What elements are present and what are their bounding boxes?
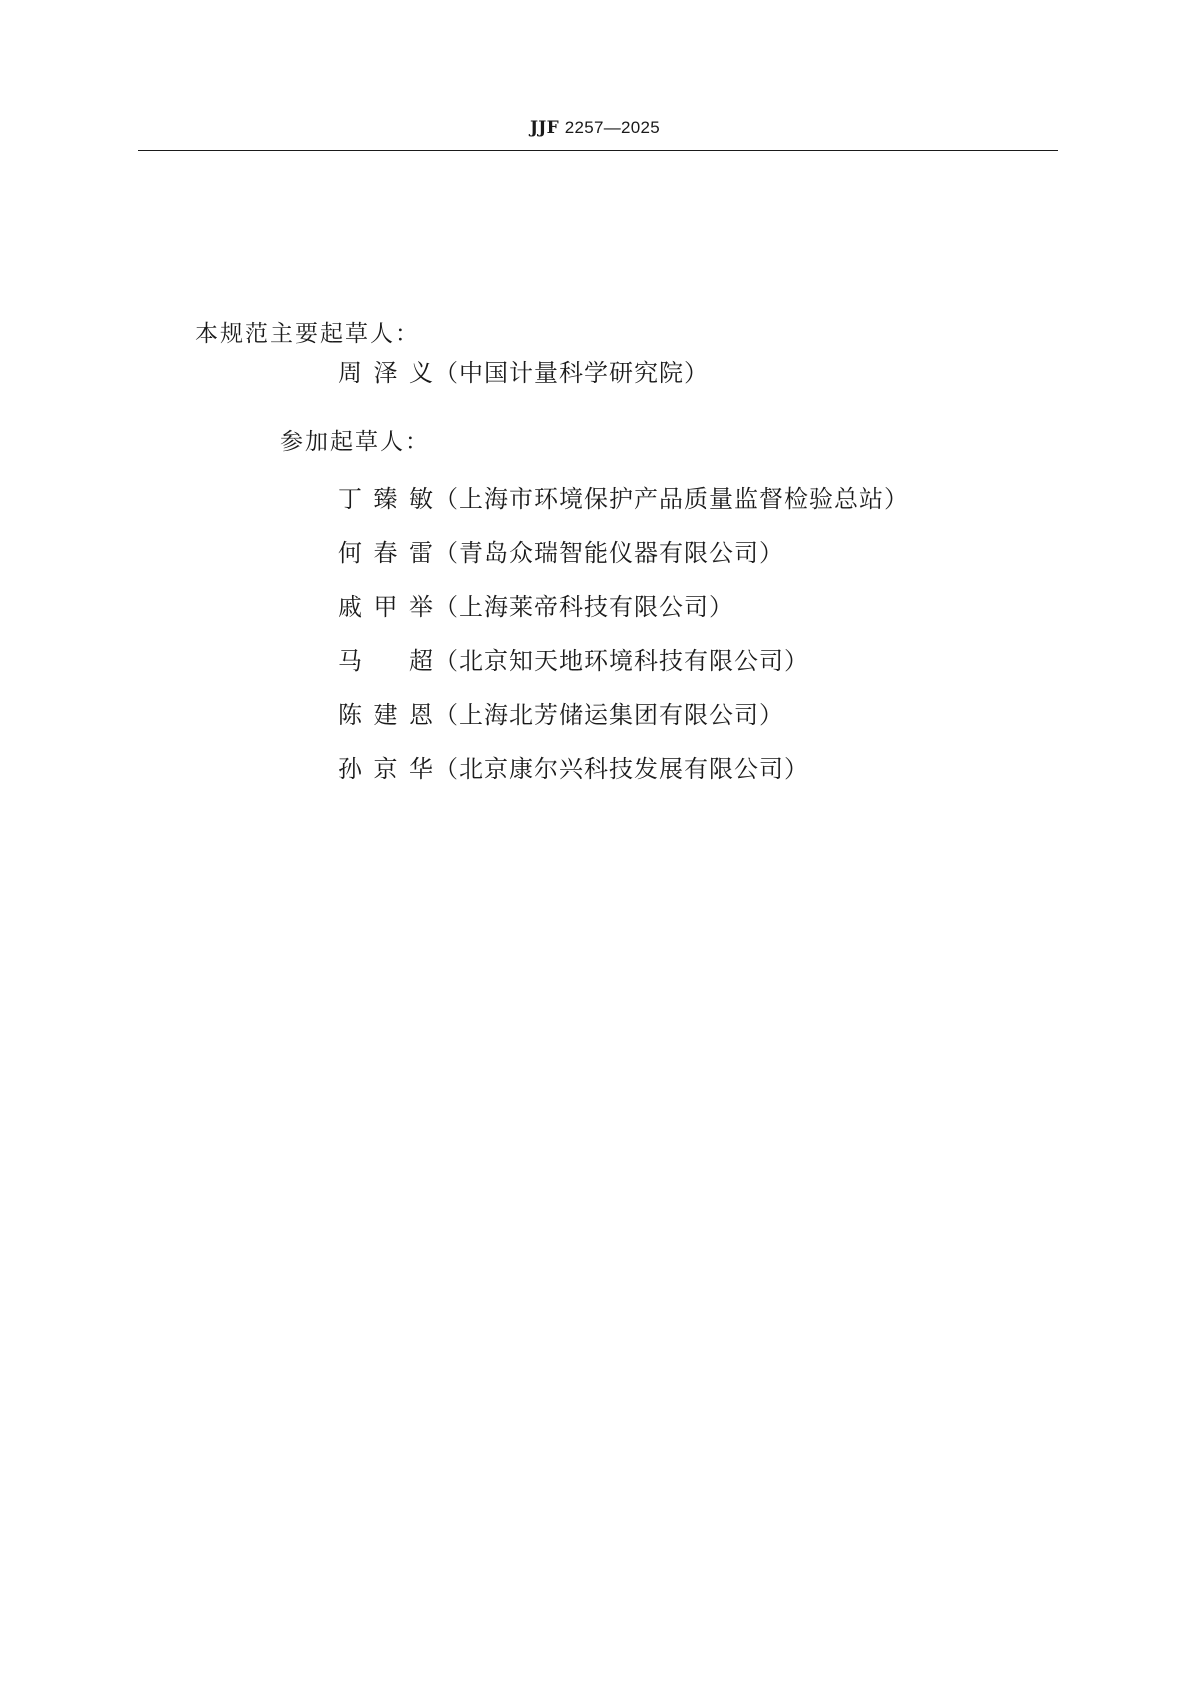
drafter-name: 陈建恩 xyxy=(338,701,434,729)
drafter-organization: （上海市环境保护产品质量监督检验总站） xyxy=(434,485,909,513)
drafter-name: 马超 xyxy=(338,647,434,675)
header-divider xyxy=(138,150,1058,151)
drafter-name: 戚甲举 xyxy=(338,593,434,621)
drafter-organization: （上海莱帝科技有限公司） xyxy=(434,593,734,621)
drafter-name: 孙京华 xyxy=(338,755,434,783)
participant-entry xyxy=(338,754,809,784)
participant-entry xyxy=(338,592,734,622)
drafter-organization: （北京康尔兴科技发展有限公司） xyxy=(434,755,809,783)
main-drafters-heading: 本规范主要起草人： xyxy=(195,321,420,347)
participant-entry xyxy=(338,538,784,568)
drafter-name: 周泽义 xyxy=(338,359,434,387)
participant-entry xyxy=(338,700,784,730)
standard-code-prefix: JJF xyxy=(529,118,559,138)
drafter-name: 丁臻敏 xyxy=(338,485,434,513)
participating-drafters-heading: 参加起草人： xyxy=(280,429,430,455)
main-drafter-entry xyxy=(338,358,709,388)
drafter-organization: （中国计量科学研究院） xyxy=(434,359,709,387)
page-header xyxy=(0,118,1190,138)
participant-entry xyxy=(338,484,909,514)
drafter-organization: （青岛众瑞智能仪器有限公司） xyxy=(434,539,784,567)
participant-entry xyxy=(338,646,809,676)
standard-code-number: 2257—2025 xyxy=(564,118,661,137)
drafter-name: 何春雷 xyxy=(338,539,434,567)
drafter-organization: （北京知天地环境科技有限公司） xyxy=(434,647,809,675)
drafter-organization: （上海北芳储运集团有限公司） xyxy=(434,701,784,729)
